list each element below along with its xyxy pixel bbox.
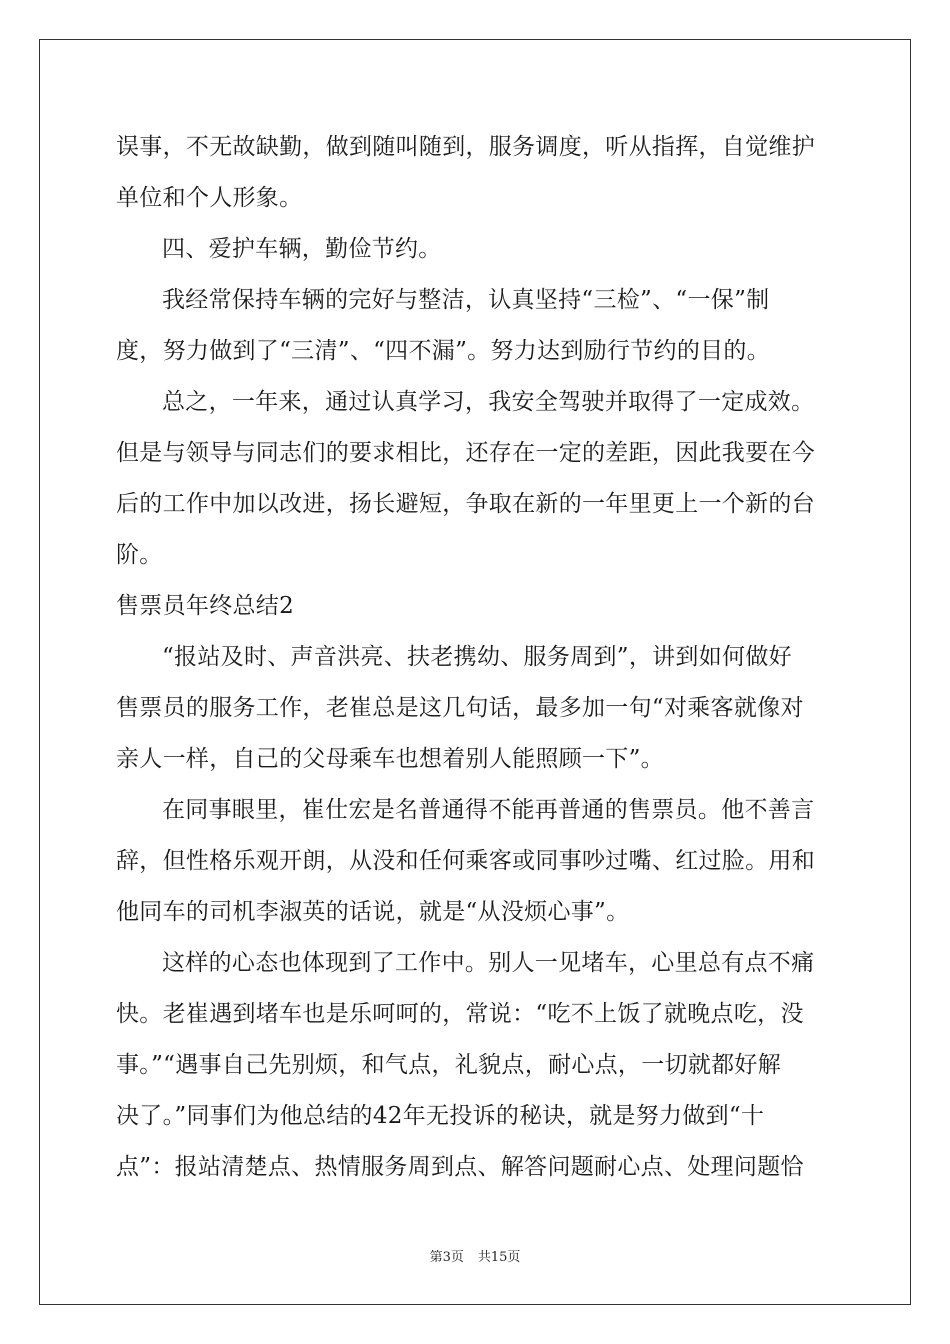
text-line: 亲人一样，自己的父母乘车也想着别人能照顾一下”。: [116, 746, 664, 772]
text-line: 事。”“遇事自己先别烦，和气点，礼貌点，耐心点，一切就都好解: [116, 1052, 782, 1078]
text-line: 辞，但性格乐观开朗，从没和任何乘客或同事吵过嘴、红过脸。用和: [116, 848, 815, 874]
text-line: “报站及时、声音洪亮、扶老携幼、服务周到”，讲到如何做好: [162, 644, 792, 670]
text-line: 我经常保持车辆的完好与整洁，认真坚持“三检”、“一保”制: [162, 287, 770, 313]
page-footer: [0, 1246, 950, 1265]
text-line: 快。老崔遇到堵车也是乐呵呵的，常说：“吃不上饭了就晚点吃，没: [116, 1001, 804, 1027]
page-total: 共15页: [477, 1250, 521, 1265]
text-line: 四、爱护车辆，勤俭节约。: [162, 236, 442, 262]
text-line: 总之，一年来，通过认真学习，我安全驾驶并取得了一定成效。: [162, 389, 815, 415]
text-line: 度，努力做到了“三清”、“四不漏”。努力达到励行节约的目的。: [116, 338, 771, 364]
text-line: 但是与领导与同志们的要求相比，还存在一定的差距，因此我要在今: [116, 440, 815, 466]
text-line: 误事，不无故缺勤，做到随叫随到，服务调度，听从指挥，自觉维护: [116, 134, 815, 160]
text-line: 单位和个人形象。: [116, 185, 303, 211]
text-line: 这样的心态也体现到了工作中。别人一见堵车，心里总有点不痛: [162, 950, 815, 976]
text-line: 点”：报站清楚点、热情服务周到点、解答问题耐心点、处理问题恰: [116, 1154, 804, 1180]
page-number: 第3页: [429, 1250, 464, 1265]
document-body: [116, 122, 836, 1193]
text-line: 决了。”同事们为他总结的42年无投诉的秘诀，就是努力做到“十: [116, 1103, 765, 1129]
text-line: 售票员的服务工作，老崔总是这几句话，最多加一句“对乘客就像对: [116, 695, 804, 721]
section-heading: 售票员年终总结2: [116, 593, 295, 619]
text-line: 在同事眼里，崔仕宏是名普通得不能再普通的售票员。他不善言: [162, 797, 815, 823]
text-line: 后的工作中加以改进，扬长避短，争取在新的一年里更上一个新的台: [116, 491, 815, 517]
text-line: 阶。: [116, 542, 163, 568]
text-line: 他同车的司机李淑英的话说，就是“从没烦心事”。: [116, 899, 630, 925]
